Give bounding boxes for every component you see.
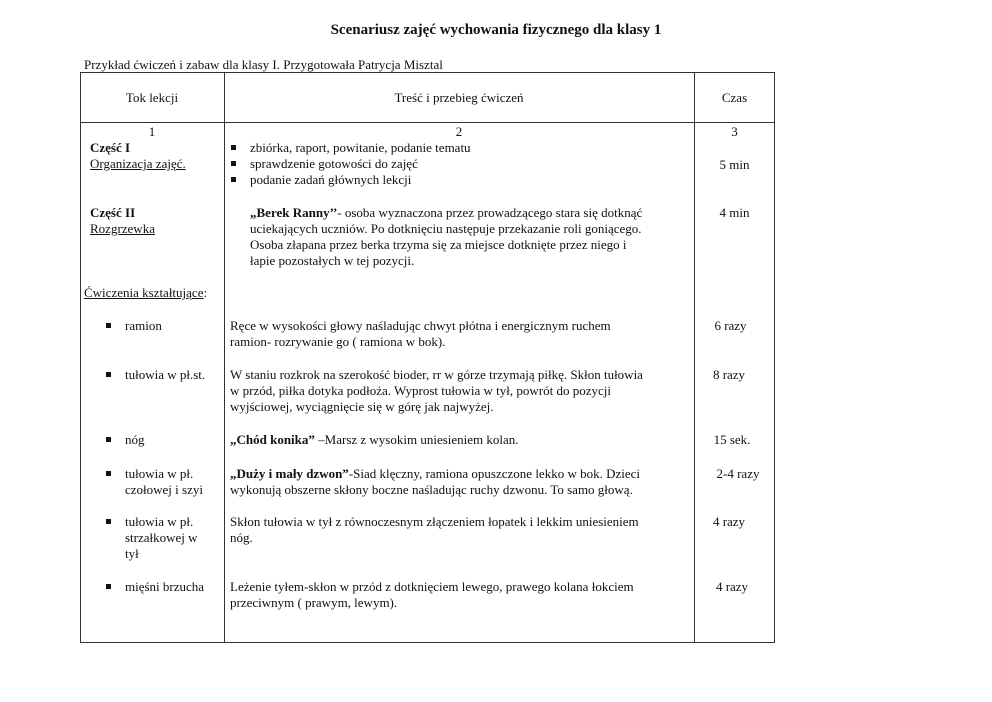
exercise-desc-line: w przód, piłka dotyka podłoża. Wyprost tułowia w tył, powrót do pozycji	[230, 383, 611, 398]
exercise-desc-line: Skłon tułowia w tył z równoczesnym złączeniem łopatek i lekkim uniesieniem	[230, 514, 639, 529]
part2-label: Część II	[90, 205, 136, 220]
bullet-icon	[106, 323, 111, 328]
exercise-time: 4 razy	[712, 514, 746, 529]
document-subtitle: Przykład ćwiczeń i zabaw dla klasy I. Przygotowała Patrycja Misztal	[84, 57, 443, 72]
exercise-desc-line: „Duży i mały dzwon”-Siad klęczny, ramiona opuszczone lekko w bok. Dzieci	[230, 466, 641, 481]
header-czas: Czas	[721, 90, 748, 105]
bullet-icon	[106, 584, 111, 589]
exercise-name: tył	[125, 546, 139, 561]
exercise-time: 6 razy	[714, 318, 747, 333]
exercise-game-name: „Chód konika”	[230, 432, 315, 447]
game-name: „Berek Ranny’’	[250, 205, 338, 220]
exercise-desc-line: W staniu rozkrok na szerokość bioder, rr w górze trzymają piłkę. Skłon tułowia	[230, 367, 643, 382]
exercise-name: tułowia w pł.	[125, 514, 194, 529]
exercise-name: tułowia w pł.st.	[125, 367, 206, 382]
exercise-desc-line: wyjściowej, wyciągnięcie się w górę jak najwyżej.	[230, 399, 494, 414]
part1-bullet: zbiórka, raport, powitanie, podanie tematu	[250, 140, 471, 155]
bullet-icon	[231, 177, 236, 182]
bullet-icon	[231, 145, 236, 150]
header-tresc: Treść i przebieg ćwiczeń	[394, 90, 524, 105]
part2-desc-line: „Berek Ranny’’- osoba wyznaczona przez prowadzącego stara się dotknąć	[250, 205, 643, 220]
exercise-game-name: „Duży i mały dzwon”	[230, 466, 349, 481]
exercise-desc-line: przeciwnym ( prawym, lewym).	[230, 595, 398, 610]
bullet-icon	[231, 161, 236, 166]
exercise-name: strzałkowej w	[125, 530, 198, 545]
header-tok-lekcji: Tok lekcji	[125, 90, 179, 105]
part1-time: 5 min	[719, 157, 750, 172]
exercise-desc-line: ramion- rozrywanie go ( ramiona w bok).	[230, 334, 446, 349]
exercise-time: 4 razy	[715, 579, 749, 594]
exercise-name: mięśni brzucha	[125, 579, 205, 594]
part1-label: Część I	[90, 140, 131, 155]
exercise-desc-line: „Chód konika” –Marsz z wysokim uniesieniem kolan.	[230, 432, 519, 447]
bullet-icon	[106, 471, 111, 476]
bullet-icon	[106, 372, 111, 377]
part2-desc-line: Osoba złapana przez berka trzyma się za miejsce dotknięte przez niego i	[250, 237, 627, 252]
exercise-desc-line: nóg.	[230, 530, 253, 545]
bullet-icon	[106, 437, 111, 442]
part1-bullet: sprawdzenie gotowości do zajęć	[250, 156, 418, 171]
bullet-icon	[106, 519, 111, 524]
exercise-name: czołowej i szyi	[125, 482, 203, 497]
part2-desc-line: łapie pozostałych w tej pozycji.	[250, 253, 415, 268]
section-heading: Ćwiczenia kształtujące:	[84, 285, 208, 300]
exercise-time: 2-4 razy	[716, 466, 760, 481]
exercise-desc-line: wykonują obszerne skłony boczne naśladując ruchy dzwonu. To samo głową.	[230, 482, 633, 497]
part2-sub: Rozgrzewka	[90, 221, 155, 236]
exercise-desc-line: Ręce w wysokości głowy naśladując chwyt płótna i energicznym ruchem	[230, 318, 611, 333]
exercise-name: nóg	[125, 432, 145, 447]
part1-bullet: podanie zadań głównych lekcji	[250, 172, 412, 187]
column-number-2: 2	[455, 124, 463, 139]
exercise-desc-line: Leżenie tyłem-skłon w przód z dotknięciem lewego, prawego kolana łokciem	[230, 579, 634, 594]
part2-desc-line: uciekających uczniów. Po dotknięciu następuje przekazanie roli goniącego.	[250, 221, 642, 236]
exercise-name: tułowia w pł.	[125, 466, 194, 481]
exercise-time: 15 sek.	[713, 432, 751, 447]
part2-time: 4 min	[719, 205, 750, 220]
document-title: Scenariusz zajęć wychowania fizycznego dla klasy 1	[330, 22, 662, 38]
column-number-3: 3	[731, 124, 738, 139]
exercise-name: ramion	[125, 318, 162, 333]
exercise-time: 8 razy	[712, 367, 746, 382]
part1-sub: Organizacja zajęć.	[90, 156, 186, 171]
header-divider	[80, 122, 775, 123]
column-divider	[224, 72, 225, 643]
column-number-1: 1	[148, 124, 156, 139]
